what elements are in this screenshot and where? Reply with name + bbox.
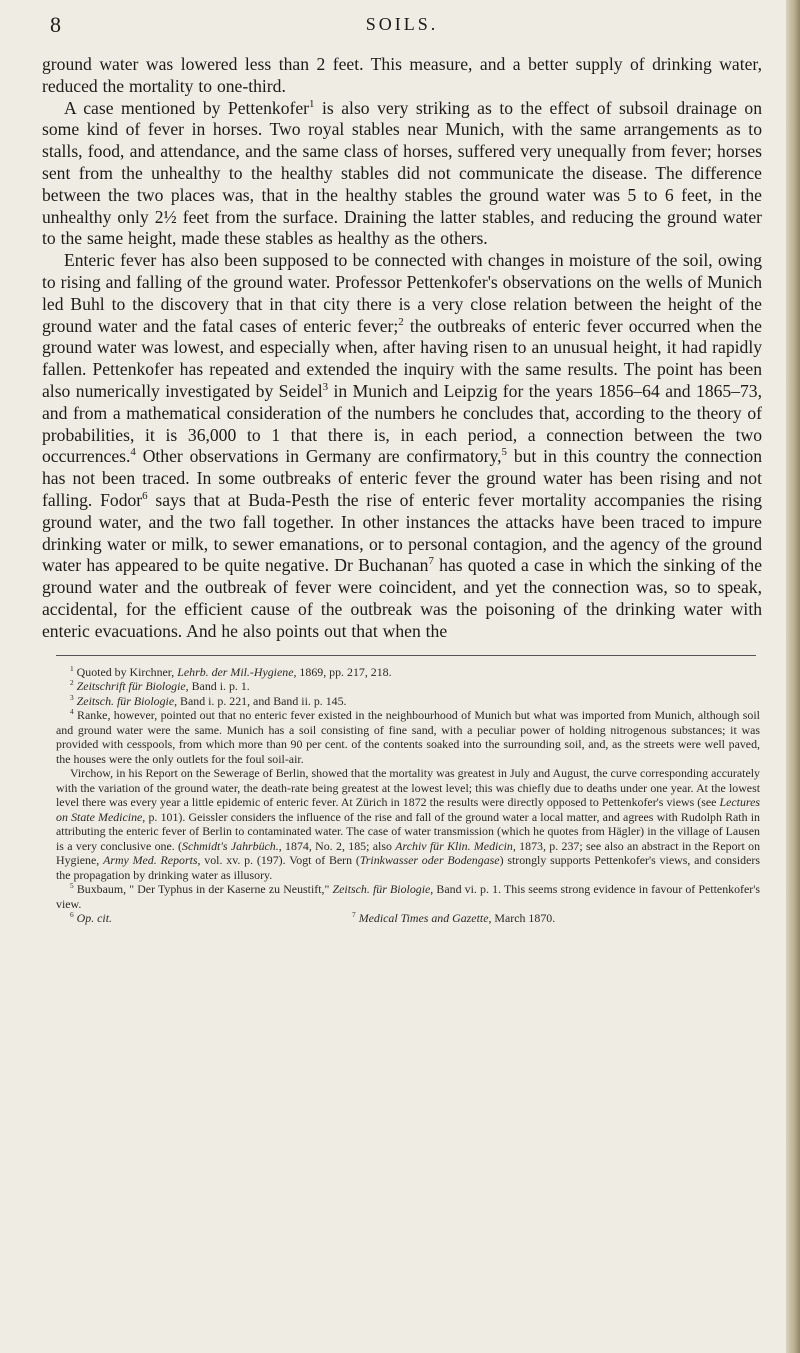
- paragraph-1: ground water was lowered less than 2 feet. This measure, and a better supply of drinking water, reduced the mortality to one-third.: [42, 54, 762, 96]
- footnote-2: $^2$ Zeitschrift für Biologie, Band i. p. 1.: [70, 678, 250, 694]
- footnote-ref-7[interactable]: 7: [428, 555, 434, 568]
- footnote-ref-4[interactable]: 4: [130, 446, 136, 459]
- page-edge-shadow: [786, 0, 800, 1353]
- footnote-1: $^1$ Quoted by Kirchner, Lehrb. der Mil.-Hygiene, 1869, pp. 217, 218.: [70, 663, 392, 679]
- paragraph-2: A case mentioned by Pettenkofer$^1$ is also very striking as to the effect of subsoil drainage on some kind of fever in horses. Two royal stables near Munich, with the same arrangements as to stalls, food, and attendance, and the same class of horses, suffered very unequally from fever; horses sent from the unhealthy to the healthy stables did not communicate the disease. The difference between the two places was, that in the healthy stables the ground water was 5 to 6 feet, in the unhealthy only 2½ feet from the surface. Draining the latter stables, and reducing the ground water to the same height, made these stables as healthy as the others.: [42, 97, 762, 249]
- running-title: SOILS.: [365, 14, 439, 34]
- book-page: [42, 10, 762, 1340]
- page-header: [42, 10, 762, 54]
- paragraph-3: Enteric fever has also been supposed to be connected with changes in moisture of the soil, owing to rising and falling of the ground water. Professor Pettenkofer's observations on the wells of Munich led Buhl to the discovery that in that city there is a very close relation between the height of the ground water and the fatal cases of enteric fever;$^2$ the outbreaks of enteric fever occurred when the ground water was lowest, and especially when, after having risen to an unusual height, it had rapidly fallen. Pettenkofer has repeated and extended the inquiry with the same results. The point has been also numerically investigated by Seidel$^3$ in Munich and Leipzig for the years 1856–64 and 1865–73, and from a mathematical consideration of the numbers he concludes that, according to the theory of probabilities, it is 36,000 to 1 that there is, in each period, a connection between the two occurrences.$^4$ Other observations in Germany are confirmatory,$^5$ but in this country the connection has not been traced. In some outbreaks of enteric fever the ground water has been rising and not falling. Fodor$^6$ says that at Buda-Pesth the rise of enteric fever mortality accompanies the rising ground water, and the two fall together. In other instances the attacks have been traced to impure drinking water or milk, to sewer emanations, or to personal contagion, and the agency of the ground water has appeared to be quite negative. Dr Buchanan$^7$ has quoted a case in which the sinking of the ground water and the outbreak of fever were coincident, and yet the connection was, so to speak, accidental, for the efficient cause of the outbreak was the poisoning of the drinking water with enteric evacuations. And he also points out that when the: [42, 250, 763, 641]
- footnotes: [56, 665, 760, 926]
- body-text: [42, 54, 762, 643]
- footnote-5: $^5$ Buxbaum, " Der Typhus in der Kaserne zu Neustift," Zeitsch. für Biologie, Band vi. p. 1. This seems strong evidence in favour of Pettenkofer's view.: [56, 881, 761, 911]
- footnote-divider: [56, 655, 756, 656]
- footnote-ref-1[interactable]: 1: [309, 97, 315, 110]
- footnote-ref-3[interactable]: 3: [322, 381, 329, 394]
- footnote-6-7: $^6$ Op. cit. $^7$ Medical Times and Gazette, March 1870.: [70, 910, 556, 926]
- footnote-4: $^4$ Ranke, however, pointed out that no enteric fever existed in the neighbourhood of Munich but what was imported from Munich, although soil and ground water were the same. Munich has a soil consisting of fine sand, with a peculiar power of holding nitrogenous substances; it was provided with cesspools, from which more than 90 per cent. of the contents soaked into the surrounding soil, and, as the streets were well paved, the houses were the only outlets for the foul soil-air.: [56, 707, 760, 766]
- footnote-ref-5[interactable]: 5: [501, 446, 507, 459]
- footnote-3: $^3$ Zeitsch. für Biologie, Band i. p. 221, and Band ii. p. 145.: [70, 692, 347, 708]
- footnote-4-continued: Virchow, in his Report on the Sewerage of Berlin, showed that the mortality was greatest in July and August, the curve corresponding accurately with the variation of the ground water, the death-rate being greatest at the lowest level; this was chiefly due to deaths under one year. At the lowest level there was every year a little epidemic of enteric fever. At Zürich in 1872 the results were directly opposed to Pettenkofer's views (see Lectures on State Medicine, p. 101). Geissler considers the influence of the rise and fall of the ground water a local matter, and agrees with Rudolph Rath in attributing the enteric fever of Berlin to contaminated water. The case of water transmission (which he quotes from Hägler) in the village of Lausen is a very conclusive one. (Schmidt's Jahrbüch., 1874, No. 2, 185; also Archiv für Klin. Medicin, 1873, p. 237; see also an abstract in the Report on Hygiene, Army Med. Reports, vol. xv. p. (197). Vogt of Bern (Trinkwasser oder Bodengase) strongly supports Pettenkofer's views, and considers the propagation by drinking water as illusory.: [56, 766, 761, 882]
- footnote-ref-2[interactable]: 2: [398, 315, 404, 328]
- footnote-ref-6[interactable]: 6: [142, 490, 148, 503]
- page-number: 8: [50, 12, 61, 37]
